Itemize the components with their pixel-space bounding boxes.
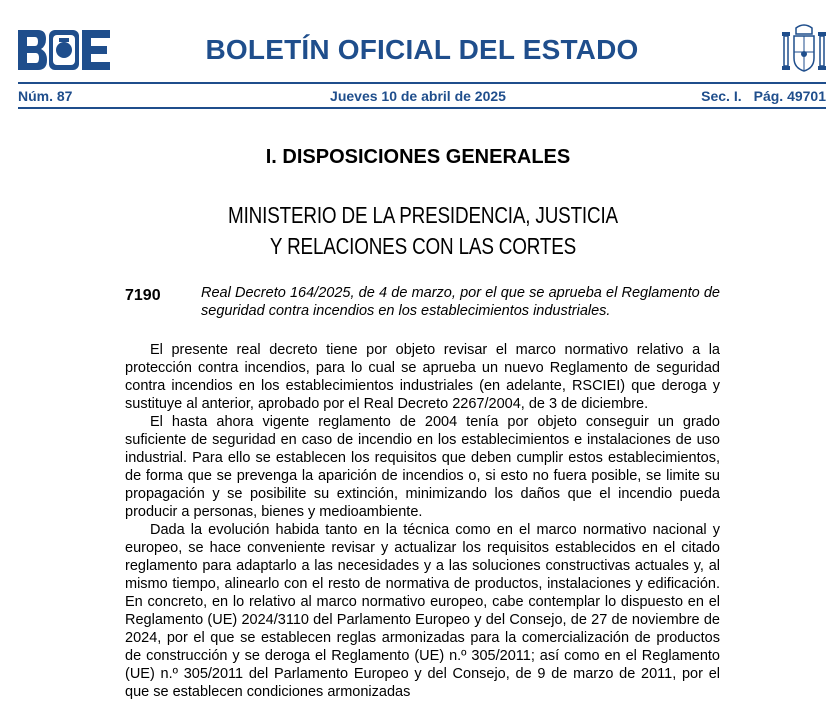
page-number: Pág. 49701 (753, 88, 826, 104)
page-header (0, 0, 836, 112)
ministry-line-1: MINISTERIO DE LA PRESIDENCIA, JUSTICIA (228, 202, 618, 228)
issue-date: Jueves 10 de abril de 2025 (330, 88, 506, 104)
header-rule-bottom (18, 107, 826, 109)
paragraph: El hasta ahora vigente reglamento de 2004 tenía por objeto conseguir un grado suficiente de seguridad en caso de incendio en los establecimientos e instalaciones de uso industrial. Para ello se establecen los requisitos que deben cumplir estos establecimientos, de forma que se prevenga la aparición de incendios o, si esto no fuera posible, se limite su propagación y se posibilite su extinción, minimizando los daños que el incendio pueda producir a personas, bienes y medioambiente. (125, 414, 720, 520)
paragraph: Dada la evolución habida tanto en la técnica como en el marco normativo nacional y europeo, se hace conveniente revisar y actualizar los requisitos establecidos en el citado reglamento para adaptarlo a las necesidades y a las soluciones constructivas actuales y, al mismo tiempo, alinearlo con el resto de normativa de productos, instalaciones y edificación. En concreto, en lo relativo al marco normativo europeo, cabe contemplar lo dispuesto en el Reglamento (UE) 2024/3110 del Parlamento Europeo y del Consejo, de 27 de noviembre de 2024, por el que se establecen reglas armonizadas para la comercialización de productos de construcción y se deroga el Reglamento (UE) n.º 305/2011; así como en el Reglamento (UE) n.º 305/2011 del Parlamento Europeo y del Consejo, de 9 de marzo de 2011, por el que se establecen condiciones armonizadas (125, 522, 720, 700)
disposition-title: Real Decreto 164/2025, de 4 de marzo, por el que se aprueba el Reglamento de seguridad contra incendios en los establecimientos industriales. (201, 285, 720, 319)
section-title: I. DISPOSICIONES GENERALES (265, 146, 571, 168)
ministry-line-2: Y RELACIONES CON LAS CORTES (269, 233, 577, 259)
boe-logo (18, 30, 110, 70)
publication-title: BOLETÍN OFICIAL DEL ESTADO (205, 34, 639, 65)
ministry-heading (76, 200, 770, 262)
document-body (125, 341, 720, 701)
paragraph: El presente real decreto tiene por objeto revisar el marco normativo relativo a la protección contra incendios, para lo cual se aprueba un nuevo Reglamento de seguridad contra incendios en los establecimientos industriales (en adelante, RSCIEI) que deroga y sustituye al anterior, aprobado por el Real Decreto 2267/2004, de 3 de diciembre. (125, 342, 720, 412)
issue-number: Núm. 87 (18, 88, 73, 104)
disposition-number: 7190 (125, 287, 161, 304)
header-rule-top (18, 82, 826, 84)
coat-of-arms-icon (780, 24, 828, 74)
section-page-info (689, 88, 826, 104)
section-number: Sec. I. (701, 88, 742, 104)
